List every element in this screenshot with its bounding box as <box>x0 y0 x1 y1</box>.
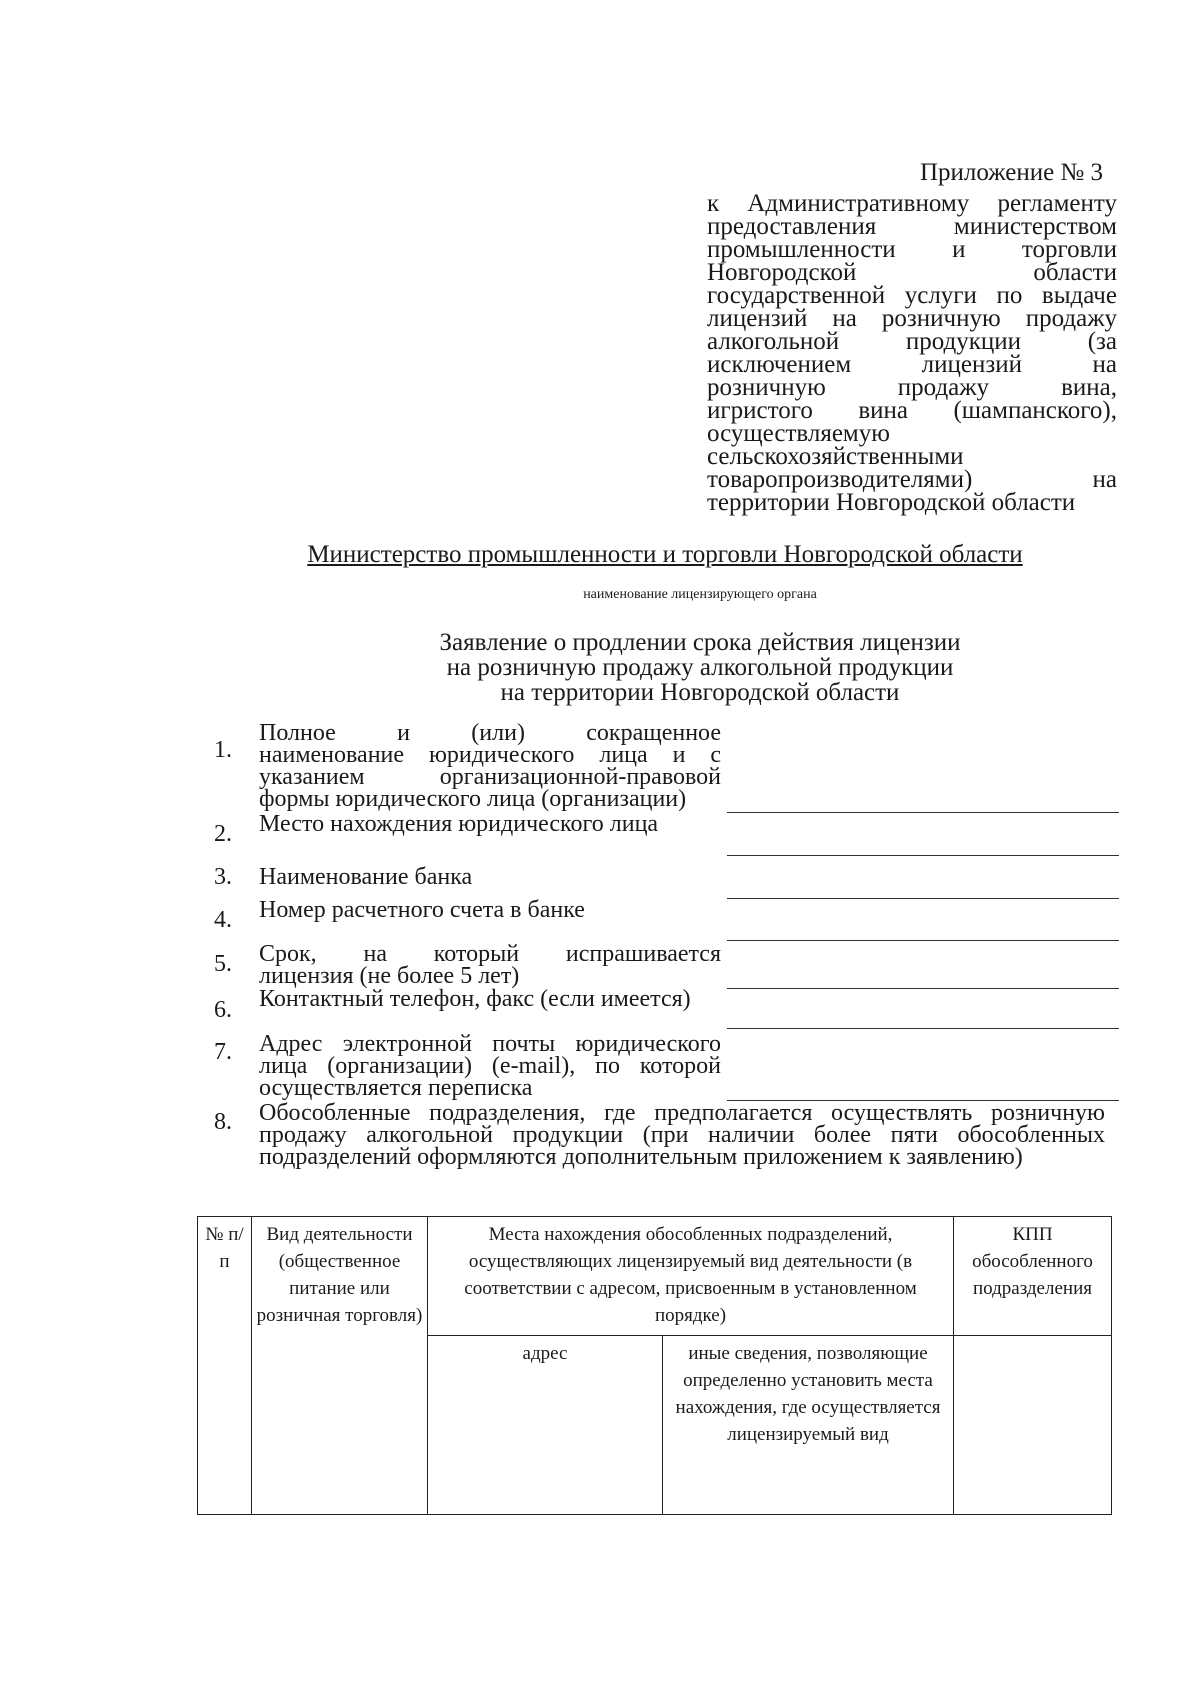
word: по <box>996 282 1023 309</box>
text-line <box>707 353 1117 376</box>
word: вина <box>858 397 908 424</box>
field-number: 7. <box>214 1039 232 1065</box>
field-label-bank <box>259 866 721 888</box>
text-line <box>259 1055 721 1077</box>
word: услуги <box>904 282 977 309</box>
word: формы юридического лица (организации) <box>259 786 687 812</box>
word: регламенту <box>997 190 1117 217</box>
word: розничную <box>881 305 1001 332</box>
word: Новгородской <box>707 259 857 286</box>
field-number: 5. <box>214 951 232 977</box>
word: Контактный телефон, факс (если имеется) <box>259 986 691 1012</box>
word: на <box>832 305 857 332</box>
word: промышленности <box>707 236 896 263</box>
word: (за <box>1087 328 1117 355</box>
text-line <box>259 988 721 1010</box>
word: подразделений оформляются дополнительным приложением к заявлению) <box>259 1144 1023 1170</box>
field-number: 4. <box>214 907 232 933</box>
table-header-locations: Места нахождения обособленных подразделений, осуществляющих лицензируемый вид деятельности (в соответствии с адресом, присвоенным в установленном порядке) <box>428 1217 954 1336</box>
word: к <box>707 190 720 217</box>
field-number: 1. <box>214 737 232 763</box>
text-line <box>259 1146 1105 1168</box>
word: лицензий <box>921 351 1023 378</box>
word: товаропроизводителями) <box>707 466 973 493</box>
word: территории Новгородской области <box>707 489 1076 516</box>
table-header-number: № п/п <box>198 1217 252 1515</box>
table-cell-kpp-empty[interactable] <box>954 1336 1112 1515</box>
text-line <box>707 330 1117 353</box>
word: предполагается <box>654 1100 813 1126</box>
word: выдаче <box>1041 282 1117 309</box>
word: на <box>1092 351 1117 378</box>
word: обособленных <box>957 1122 1105 1148</box>
text-line <box>707 284 1117 307</box>
word: Срок, <box>259 941 317 967</box>
word: Обособленные <box>259 1100 411 1126</box>
word: испрашивается <box>565 941 721 967</box>
text-line <box>259 1102 1105 1124</box>
text-line <box>707 261 1117 284</box>
table-header-activity: Вид деятельности (общественное питание или розничная торговля) <box>252 1217 428 1515</box>
text-line <box>259 722 721 744</box>
subdivisions-table <box>197 1216 1112 1515</box>
text-line <box>259 1077 721 1099</box>
word: юридического <box>575 1031 721 1057</box>
word: почты <box>492 1031 556 1057</box>
word: (организации) <box>327 1053 473 1079</box>
appendix-title: Приложение № 3 <box>920 159 1104 186</box>
word: Адрес <box>259 1031 323 1057</box>
word: сокращенное <box>586 720 721 746</box>
word: лицензия (не более 5 лет) <box>259 963 520 989</box>
word: электронной <box>342 1031 472 1057</box>
word: Полное <box>259 720 336 746</box>
word: осуществляемую <box>707 420 890 447</box>
word: (e-mail), <box>491 1053 576 1079</box>
word: организационной-правовой <box>439 764 721 790</box>
word: осуществлять <box>831 1100 973 1126</box>
field-label-location <box>259 813 721 835</box>
field-number: 8. <box>214 1109 232 1135</box>
text-line <box>707 376 1117 399</box>
word: (при <box>642 1122 689 1148</box>
blank-line-bank[interactable] <box>727 898 1119 899</box>
word: осуществляется переписка <box>259 1075 533 1101</box>
word: наименование <box>259 742 405 768</box>
word: Место нахождения юридического лица <box>259 811 659 837</box>
word: сельскохозяйственными <box>707 443 964 470</box>
text-line <box>259 1033 721 1055</box>
text-line <box>707 215 1117 238</box>
word: на <box>363 941 387 967</box>
text-line <box>259 744 721 766</box>
word: продукции <box>512 1122 624 1148</box>
word: Номер расчетного счета в банке <box>259 897 585 923</box>
table-subheader-address: адрес <box>428 1336 663 1515</box>
word: (шампанского), <box>953 397 1117 424</box>
word: и <box>397 720 410 746</box>
word: лицензий <box>707 305 808 332</box>
word: пяти <box>890 1122 938 1148</box>
word: которой <box>639 1053 721 1079</box>
statement-title-line: Заявление о продлении срока действия лицензии <box>439 629 961 656</box>
statement-title <box>300 630 1100 705</box>
word: подразделения, <box>429 1100 586 1126</box>
word: и <box>952 236 966 263</box>
word: лица <box>259 1053 308 1079</box>
text-line <box>707 192 1117 215</box>
field-number: 3. <box>214 864 232 890</box>
word: розничную <box>990 1100 1105 1126</box>
field-label-legal-name <box>259 722 721 810</box>
text-line <box>707 238 1117 261</box>
blank-line-location[interactable] <box>727 855 1119 856</box>
blank-line-term[interactable] <box>727 988 1119 989</box>
text-line <box>259 943 721 965</box>
statement-title-line: на розничную продажу алкогольной продукции <box>446 654 954 681</box>
word: продажу <box>259 1122 347 1148</box>
text-line <box>707 422 1117 445</box>
word: торговли <box>1021 236 1117 263</box>
word: наличии <box>708 1122 795 1148</box>
word: продажу <box>897 374 990 401</box>
word: (или) <box>471 720 525 746</box>
word: который <box>433 941 520 967</box>
word: области <box>1033 259 1117 286</box>
word: розничную <box>707 374 826 401</box>
word: где <box>604 1100 636 1126</box>
word: министерством <box>953 213 1117 240</box>
text-line <box>259 788 721 810</box>
word: продукции <box>905 328 1021 355</box>
word: с <box>710 742 721 768</box>
field-label-phone <box>259 988 721 1010</box>
statement-title-line: на территории Новгородской области <box>500 679 900 706</box>
word: Административному <box>747 190 970 217</box>
word: и <box>672 742 686 768</box>
word: продажу <box>1025 305 1117 332</box>
text-line <box>707 307 1117 330</box>
table-subheader-other-info: иные сведения, позволяющие определенно установить места нахождения, где осуществляется лицензируемый вид <box>663 1336 954 1515</box>
text-line <box>259 1124 1105 1146</box>
text-line <box>707 468 1117 491</box>
word: по <box>595 1053 620 1079</box>
field-label-email <box>259 1033 721 1099</box>
field-number: 6. <box>214 997 232 1023</box>
word: исключением <box>707 351 852 378</box>
blank-line-legal-name[interactable] <box>727 812 1119 813</box>
appendix-subtitle <box>707 192 1117 514</box>
word: более <box>813 1122 872 1148</box>
table-header-kpp: КПП обособленного подразделения <box>954 1217 1112 1336</box>
blank-line-account[interactable] <box>727 940 1119 941</box>
text-line <box>259 766 721 788</box>
text-line <box>707 399 1117 422</box>
field-number: 2. <box>214 821 232 847</box>
field-label-account <box>259 899 721 921</box>
word: на <box>1092 466 1117 493</box>
text-line <box>259 899 721 921</box>
text-line <box>259 965 721 987</box>
word: указанием <box>259 764 365 790</box>
blank-line-phone[interactable] <box>727 1028 1119 1029</box>
ministry-name: Министерство промышленности и торговли Новгородской области <box>307 541 1023 568</box>
word: лица <box>599 742 648 768</box>
text-line <box>259 813 721 835</box>
word: алкогольной <box>707 328 840 355</box>
word: игристого <box>707 397 813 424</box>
ministry-caption: наименование лицензирующего органа <box>583 587 817 602</box>
text-line <box>707 445 1117 468</box>
word: алкогольной <box>366 1122 494 1148</box>
word: предоставления <box>707 213 877 240</box>
word: вина, <box>1061 374 1117 401</box>
field-label-term <box>259 943 721 987</box>
word: юридического <box>428 742 575 768</box>
text-line <box>707 491 1117 514</box>
word: Наименование банка <box>259 864 473 890</box>
text-line <box>259 866 721 888</box>
word: государственной <box>707 282 886 309</box>
field-label-subdivisions <box>259 1102 1105 1168</box>
